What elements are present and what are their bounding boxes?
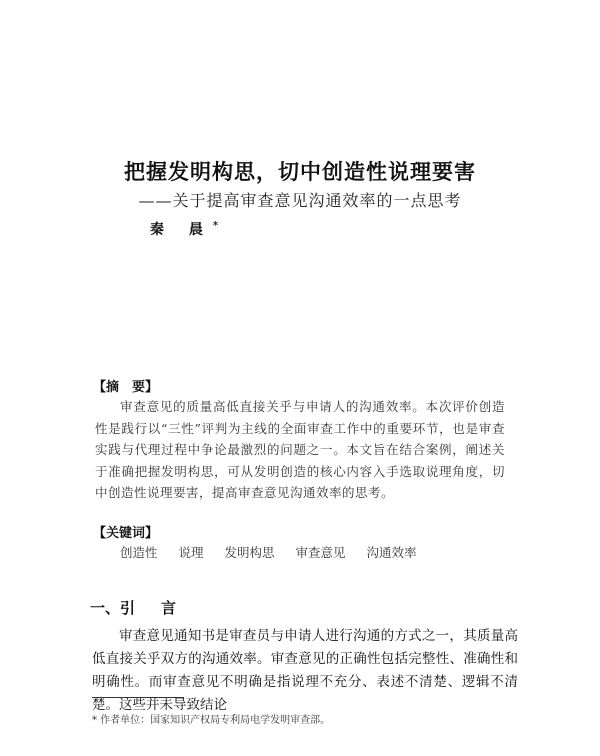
author-name: 秦 晨	[150, 222, 213, 238]
keywords-label: 【关键词】	[93, 526, 159, 541]
paper-subtitle: ——关于提高审查意见沟通效率的一点思考	[138, 191, 462, 210]
footnote-divider	[92, 697, 184, 698]
abstract-text: 审查意见的质量高低直接关乎与申请人的沟通效率。本次评价创造性是践行以“三性”评判为主线的全面审查工作中的重要环节，也是审查实践与代理过程中争论最激烈的问题之一。本文旨在结合案例，阐述关于准确把握发明构思，可从发明创造的核心内容入手选取说理角度，切中创造性说理要害，提高审查意见沟通效率的思考。	[95, 399, 505, 500]
footnote: * 作者单位：国家知识产权局专利局电学发明审查部。	[92, 715, 331, 726]
section-heading	[90, 597, 176, 618]
section-number: 一、	[90, 599, 121, 617]
keywords-list	[120, 543, 434, 561]
keyword: 发明构思	[224, 545, 275, 560]
section-title-part: 引	[120, 599, 136, 617]
keyword: 创造性	[120, 545, 158, 560]
keyword: 审查意见	[295, 545, 346, 560]
section-title-part: 言	[161, 599, 177, 617]
intro-paragraph: 审查意见通知书是审查员与申请人进行沟通的方式之一，其质量高低直接关乎双方的沟通效率。审查意见的正确性包括完整性、准确性和明确性。而审查意见不明确是指说理不充分、表述不清楚、逻辑不清楚。这些并未导致结论	[92, 628, 518, 713]
keyword: 沟通效率	[366, 545, 417, 560]
abstract-label: 【摘 要】	[93, 380, 159, 395]
paper-title: 把握发明构思，切中创造性说理要害	[124, 160, 476, 184]
author-footnote-mark: *	[212, 220, 219, 232]
author	[150, 219, 218, 239]
keyword: 说理	[178, 545, 204, 560]
